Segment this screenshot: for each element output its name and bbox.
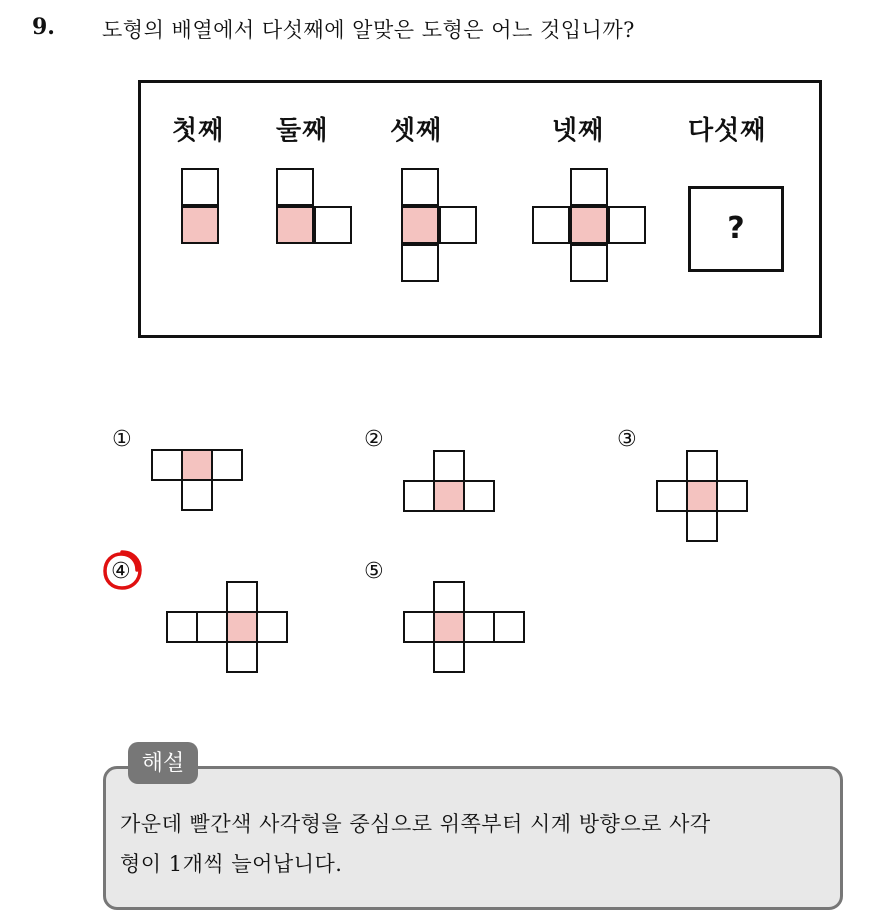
explanation-line-2: 형이 1개씩 늘어납니다. [120, 852, 343, 876]
figure-cell [211, 449, 243, 481]
figure-cell [226, 581, 258, 613]
sequence-label-1: 첫째 [172, 116, 225, 146]
option-4-label[interactable]: ④ [111, 559, 131, 584]
question-mark: ? [727, 211, 745, 246]
figure-cell-center [226, 611, 258, 643]
figure-cell [196, 611, 228, 643]
figure-cell-center [686, 480, 718, 512]
option-3-label[interactable]: ③ [617, 427, 637, 452]
figure-cell [463, 480, 495, 512]
sequence-label-2: 둘째 [276, 116, 329, 146]
question-text: 도형의 배열에서 다섯째에 알맞은 도형은 어느 것입니까? [102, 18, 635, 42]
figure-cell [570, 244, 608, 282]
figure-cell [181, 479, 213, 511]
figure-cell-center [181, 206, 219, 244]
explanation-line-1: 가운데 빨간색 사각형을 중심으로 위쪽부터 시계 방향으로 사각 [120, 812, 711, 836]
figure-cell [433, 641, 465, 673]
figure-cell [181, 168, 219, 206]
option-5-label[interactable]: ⑤ [364, 559, 384, 584]
explanation-text [120, 804, 840, 884]
figure-cell [276, 168, 314, 206]
figure-cell [439, 206, 477, 244]
figure-cell [403, 611, 435, 643]
figure-cell-center [570, 206, 608, 244]
question-number: 9. [32, 14, 55, 40]
option-1-label[interactable]: ① [112, 427, 132, 452]
figure-cell [256, 611, 288, 643]
figure-cell [433, 581, 465, 613]
figure-cell [314, 206, 352, 244]
figure-cell-center [181, 449, 213, 481]
figure-cell [656, 480, 688, 512]
figure-cell [401, 168, 439, 206]
figure-cell [686, 510, 718, 542]
explanation-tab: 해설 [128, 742, 198, 784]
figure-cell [570, 168, 608, 206]
sequence-label-4: 넷째 [552, 116, 605, 146]
figure-cell-center [401, 206, 439, 244]
figure-cell-center [433, 611, 465, 643]
sequence-label-5: 다섯째 [688, 116, 767, 146]
figure-cell [532, 206, 570, 244]
figure-cell [686, 450, 718, 482]
sequence-label-3: 셋째 [390, 116, 443, 146]
figure-cell-center [433, 480, 465, 512]
figure-cell [403, 480, 435, 512]
figure-cell [493, 611, 525, 643]
figure-cell [433, 450, 465, 482]
figure-cell [608, 206, 646, 244]
figure-cell [226, 641, 258, 673]
figure-cell [463, 611, 495, 643]
figure-cell [401, 244, 439, 282]
sequence-figure-5-unknown [688, 186, 784, 272]
figure-cell [166, 611, 198, 643]
figure-cell [151, 449, 183, 481]
figure-cell-center [276, 206, 314, 244]
figure-cell [716, 480, 748, 512]
option-2-label[interactable]: ② [364, 427, 384, 452]
